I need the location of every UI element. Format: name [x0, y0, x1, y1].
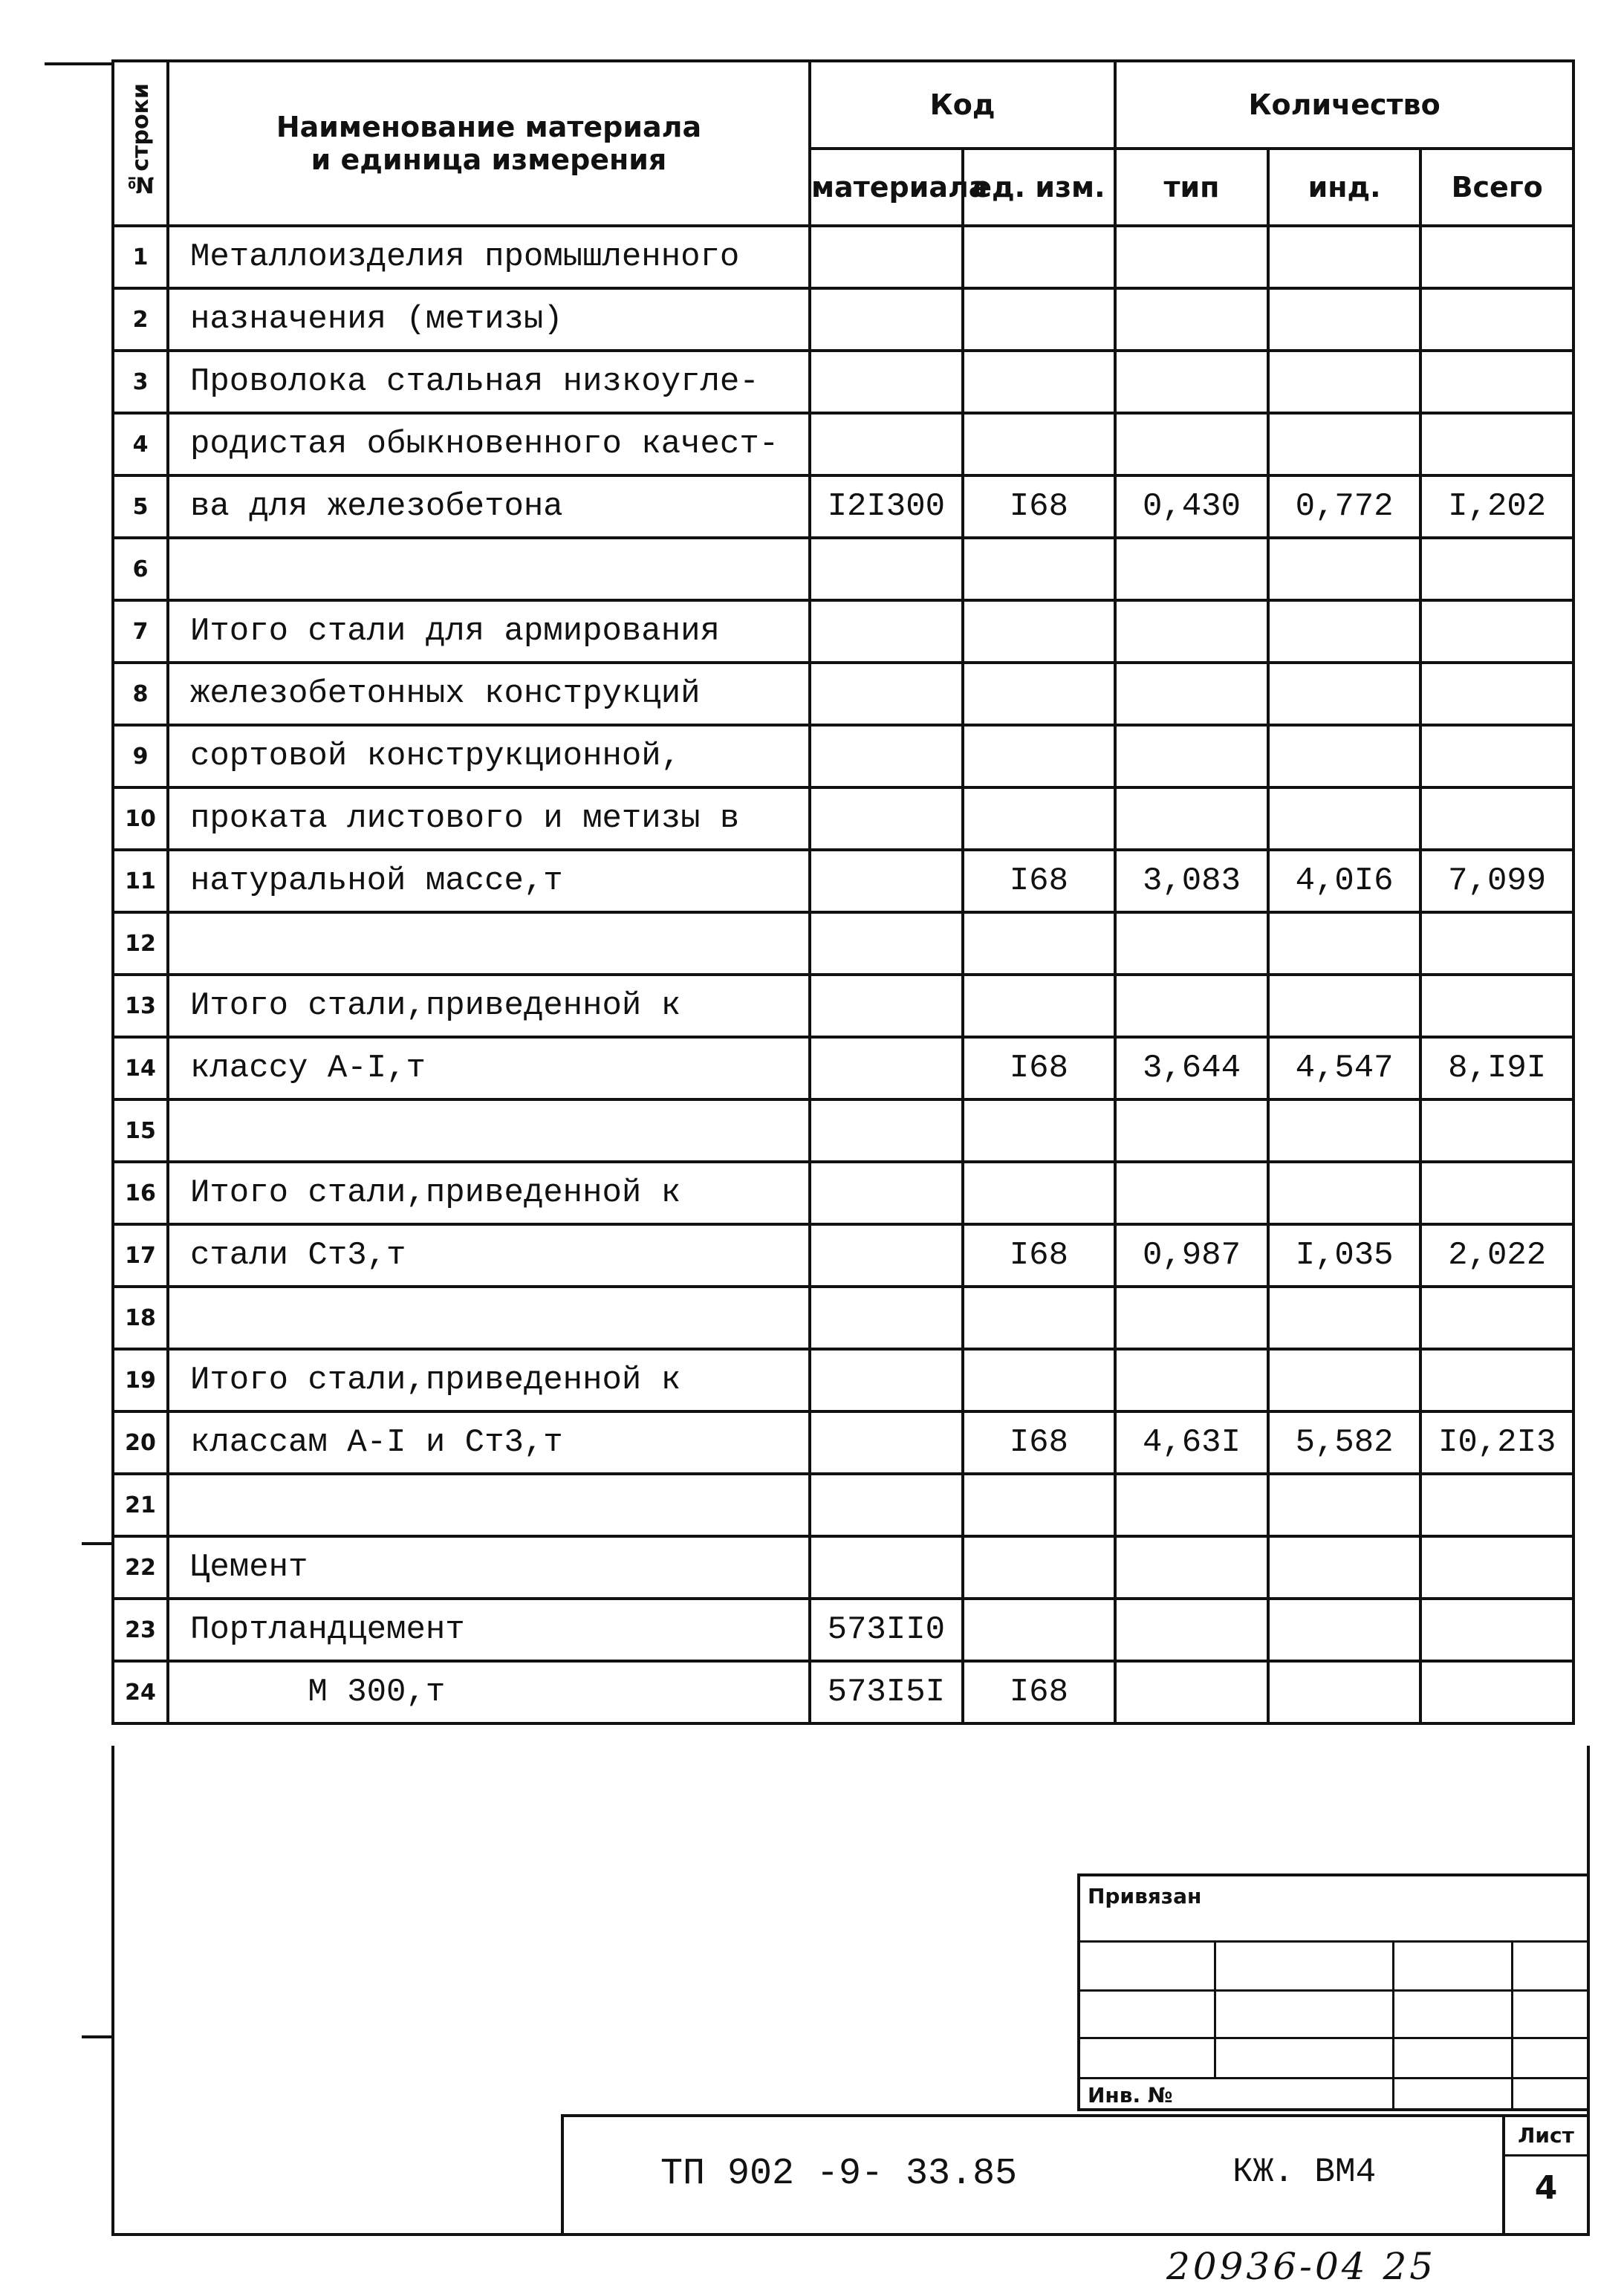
cell-qty-total [1420, 226, 1573, 288]
cell-unit-code [963, 351, 1116, 413]
table-row [113, 1599, 1573, 1661]
cell-qty-type [1115, 1287, 1268, 1349]
cell-qty-total [1420, 1536, 1573, 1599]
cell-qty-total [1420, 975, 1573, 1037]
cell-qty-total: 7,099 [1420, 850, 1573, 912]
cell-material-name: Итого стали,приведенной к [168, 1162, 810, 1224]
cell-qty-type: 3,083 [1115, 850, 1268, 912]
table-row [113, 1099, 1573, 1162]
cell-unit-code [963, 975, 1116, 1037]
cell-row-number: 3 [113, 351, 168, 413]
table-row [113, 226, 1573, 288]
cell-qty-ind: 0,772 [1268, 475, 1421, 538]
cell-material-code [810, 663, 963, 725]
cell-qty-type: 0,430 [1115, 475, 1268, 538]
cell-qty-type [1115, 1349, 1268, 1411]
cell-qty-type [1115, 663, 1268, 725]
header-name-line1: Наименование материала [276, 111, 702, 143]
cell-qty-type [1115, 1536, 1268, 1599]
table-row [113, 413, 1573, 475]
stamp-bound-label: Привязан [1088, 1884, 1202, 1908]
cell-qty-type [1115, 538, 1268, 600]
cell-qty-type [1115, 787, 1268, 850]
cell-row-number: 17 [113, 1224, 168, 1287]
cell-unit-code: I68 [963, 1411, 1116, 1474]
cell-unit-code [963, 538, 1116, 600]
stamp-divider [1511, 1940, 1513, 2111]
header-row-number [113, 61, 168, 226]
cell-unit-code [963, 600, 1116, 663]
table-row [113, 1287, 1573, 1349]
cell-row-number: 8 [113, 663, 168, 725]
cell-qty-total [1420, 912, 1573, 975]
cell-material-name: натуральной массе,т [168, 850, 810, 912]
cell-material-code [810, 1162, 963, 1224]
cell-row-number: 11 [113, 850, 168, 912]
cell-qty-total [1420, 1599, 1573, 1661]
cell-material-name: родистая обыкновенного качест- [168, 413, 810, 475]
cell-row-number: 7 [113, 600, 168, 663]
header-qty-total: Всего [1420, 149, 1573, 226]
cell-material-name: железобетонных конструкций [168, 663, 810, 725]
cell-qty-total [1420, 600, 1573, 663]
cell-row-number: 1 [113, 226, 168, 288]
cell-row-number: 14 [113, 1037, 168, 1099]
cell-material-code [810, 850, 963, 912]
table-row [113, 1661, 1573, 1723]
cell-unit-code: I68 [963, 1037, 1116, 1099]
stamp-divider [1214, 1940, 1216, 2077]
cell-material-name: классам А-I и Ст3,т [168, 1411, 810, 1474]
cell-material-name: ва для железобетона [168, 475, 810, 538]
cell-material-name: сортовой конструкционной, [168, 725, 810, 787]
cell-material-name: Проволока стальная низкоугле- [168, 351, 810, 413]
cell-unit-code: I68 [963, 1661, 1116, 1723]
cell-material-name: Итого стали,приведенной к [168, 975, 810, 1037]
header-code-material: материала [810, 149, 963, 226]
cell-row-number: 2 [113, 288, 168, 351]
table-row [113, 1411, 1573, 1474]
cell-qty-type [1115, 226, 1268, 288]
cell-qty-total [1420, 1661, 1573, 1723]
document-code: ТП 902 -9- 33.85 [660, 2153, 1018, 2195]
cell-qty-total [1420, 413, 1573, 475]
cell-qty-type [1115, 912, 1268, 975]
cell-qty-type: 3,644 [1115, 1037, 1268, 1099]
cell-qty-total [1420, 1287, 1573, 1349]
table-row [113, 351, 1573, 413]
margin-tick-lower [82, 2035, 111, 2038]
cell-row-number: 12 [113, 912, 168, 975]
table-row [113, 912, 1573, 975]
cell-material-name [168, 538, 810, 600]
cell-material-code [810, 226, 963, 288]
cell-qty-total: 8,I9I [1420, 1037, 1573, 1099]
cell-material-code [810, 725, 963, 787]
cell-qty-total [1420, 663, 1573, 725]
cell-material-code [810, 1411, 963, 1474]
cell-unit-code [963, 1099, 1116, 1162]
cell-unit-code [963, 413, 1116, 475]
cell-material-code: I2I300 [810, 475, 963, 538]
cell-qty-total [1420, 1474, 1573, 1536]
cell-qty-ind [1268, 226, 1421, 288]
table-row [113, 1474, 1573, 1536]
cell-row-number: 4 [113, 413, 168, 475]
table-row [113, 288, 1573, 351]
cell-unit-code [963, 226, 1116, 288]
cell-material-name [168, 912, 810, 975]
cell-qty-ind [1268, 912, 1421, 975]
cell-qty-total [1420, 288, 1573, 351]
cell-qty-total [1420, 1099, 1573, 1162]
cell-qty-ind [1268, 1474, 1421, 1536]
cell-material-code [810, 1536, 963, 1599]
header-quantity-group: Количество [1115, 61, 1573, 149]
sheet-label: Лист [1518, 2123, 1574, 2148]
cell-unit-code [963, 1474, 1116, 1536]
handwritten-archive-number: 20936-04 25 [1166, 2245, 1437, 2288]
sheet-number: 4 [1534, 2169, 1558, 2207]
cell-qty-ind [1268, 725, 1421, 787]
cell-material-code [810, 538, 963, 600]
cell-qty-ind [1268, 288, 1421, 351]
cell-qty-total: I0,2I3 [1420, 1411, 1573, 1474]
cell-row-number: 23 [113, 1599, 168, 1661]
cell-material-code [810, 1099, 963, 1162]
cell-unit-code [963, 663, 1116, 725]
header-material-name [168, 61, 810, 226]
cell-material-code [810, 787, 963, 850]
title-block [561, 2114, 1590, 2236]
cell-qty-ind [1268, 787, 1421, 850]
cell-row-number: 22 [113, 1536, 168, 1599]
cell-material-name [168, 1287, 810, 1349]
header-row-number-label: №строки [127, 82, 154, 198]
cell-qty-total [1420, 1349, 1573, 1411]
cell-material-code [810, 351, 963, 413]
table-row [113, 1162, 1573, 1224]
header-code-group: Код [810, 61, 1115, 149]
cell-qty-type [1115, 288, 1268, 351]
cell-material-name: стали Ст3,т [168, 1224, 810, 1287]
cell-qty-type: 0,987 [1115, 1224, 1268, 1287]
cell-unit-code [963, 1287, 1116, 1349]
cell-material-name [168, 1099, 810, 1162]
cell-unit-code: I68 [963, 1224, 1116, 1287]
table-row [113, 1037, 1573, 1099]
cell-qty-total [1420, 351, 1573, 413]
cell-qty-ind [1268, 663, 1421, 725]
cell-qty-type: 4,63I [1115, 1411, 1268, 1474]
cell-material-code [810, 912, 963, 975]
cell-material-name: Итого стали для армирования [168, 600, 810, 663]
cell-material-code [810, 1287, 963, 1349]
cell-qty-type [1115, 1099, 1268, 1162]
cell-material-name: проката листового и метизы в [168, 787, 810, 850]
cell-row-number: 24 [113, 1661, 168, 1723]
cell-material-name [168, 1474, 810, 1536]
cell-qty-ind: 4,0I6 [1268, 850, 1421, 912]
stamp-inv-label: Инв. № [1088, 2083, 1173, 2107]
header-name-line2: и единица измерения [311, 143, 667, 176]
cell-unit-code: I68 [963, 475, 1116, 538]
cell-row-number: 15 [113, 1099, 168, 1162]
cell-row-number: 9 [113, 725, 168, 787]
cell-unit-code [963, 912, 1116, 975]
cell-qty-type [1115, 1661, 1268, 1723]
cell-material-code [810, 413, 963, 475]
cell-qty-ind [1268, 1287, 1421, 1349]
cell-qty-ind [1268, 1162, 1421, 1224]
cell-qty-total [1420, 538, 1573, 600]
cell-row-number: 16 [113, 1162, 168, 1224]
cell-row-number: 21 [113, 1474, 168, 1536]
cell-qty-ind [1268, 1536, 1421, 1599]
cell-row-number: 18 [113, 1287, 168, 1349]
cell-qty-total [1420, 725, 1573, 787]
cell-row-number: 13 [113, 975, 168, 1037]
cell-qty-ind [1268, 1599, 1421, 1661]
cell-material-code [810, 600, 963, 663]
table-row [113, 538, 1573, 600]
cell-material-code [810, 1037, 963, 1099]
cell-qty-ind: I,035 [1268, 1224, 1421, 1287]
cell-row-number: 5 [113, 475, 168, 538]
cell-material-name: классу А-I,т [168, 1037, 810, 1099]
margin-tick-top [45, 62, 111, 65]
cell-qty-total: I,202 [1420, 475, 1573, 538]
cell-qty-type [1115, 975, 1268, 1037]
cell-row-number: 6 [113, 538, 168, 600]
cell-unit-code [963, 725, 1116, 787]
header-qty-ind: инд. [1268, 149, 1421, 226]
cell-row-number: 10 [113, 787, 168, 850]
cell-row-number: 19 [113, 1349, 168, 1411]
cell-qty-type [1115, 1474, 1268, 1536]
table-row [113, 975, 1573, 1037]
margin-tick-middle [82, 1542, 111, 1545]
cell-qty-ind [1268, 1099, 1421, 1162]
cell-qty-ind: 5,582 [1268, 1411, 1421, 1474]
cell-qty-total [1420, 787, 1573, 850]
cell-qty-ind [1268, 413, 1421, 475]
cell-material-name: назначения (метизы) [168, 288, 810, 351]
table-row [113, 1349, 1573, 1411]
table-row [113, 787, 1573, 850]
cell-qty-type [1115, 1599, 1268, 1661]
cell-qty-type [1115, 600, 1268, 663]
table-row [113, 1224, 1573, 1287]
cell-unit-code [963, 1536, 1116, 1599]
header-qty-type: тип [1115, 149, 1268, 226]
cell-unit-code [963, 288, 1116, 351]
cell-qty-type [1115, 1162, 1268, 1224]
cell-qty-ind [1268, 351, 1421, 413]
cell-material-code [810, 288, 963, 351]
stamp-divider [1392, 1940, 1394, 2111]
cell-qty-type [1115, 725, 1268, 787]
cell-qty-ind [1268, 538, 1421, 600]
cell-row-number: 20 [113, 1411, 168, 1474]
table-row [113, 600, 1573, 663]
frame-left-line [111, 1746, 114, 2236]
cell-material-code: 573II0 [810, 1599, 963, 1661]
cell-qty-ind: 4,547 [1268, 1037, 1421, 1099]
cell-material-code [810, 1349, 963, 1411]
cell-material-name: Итого стали,приведенной к [168, 1349, 810, 1411]
cell-unit-code [963, 787, 1116, 850]
cell-qty-type [1115, 413, 1268, 475]
table-row [113, 850, 1573, 912]
cell-material-code [810, 975, 963, 1037]
sheet-box-divider [1505, 2154, 1587, 2157]
table-row [113, 663, 1573, 725]
sheet-number-box [1502, 2117, 1587, 2233]
document-mark: КЖ. ВМ4 [1232, 2153, 1377, 2191]
cell-material-name: Металлоизделия промышленного [168, 226, 810, 288]
table-row [113, 475, 1573, 538]
materials-table [111, 59, 1575, 1725]
cell-qty-ind [1268, 1661, 1421, 1723]
cell-qty-ind [1268, 975, 1421, 1037]
table-row [113, 1536, 1573, 1599]
cell-qty-ind [1268, 1349, 1421, 1411]
cell-material-code [810, 1474, 963, 1536]
header-code-unit: ед. изм. [963, 149, 1116, 226]
cell-material-name: М 300,т [168, 1661, 810, 1723]
cell-qty-total: 2,022 [1420, 1224, 1573, 1287]
cell-material-name: Цемент [168, 1536, 810, 1599]
cell-unit-code: I68 [963, 850, 1116, 912]
cell-unit-code [963, 1162, 1116, 1224]
cell-unit-code [963, 1349, 1116, 1411]
cell-qty-total [1420, 1162, 1573, 1224]
cell-unit-code [963, 1599, 1116, 1661]
cell-qty-ind [1268, 600, 1421, 663]
cell-material-code: 573I5I [810, 1661, 963, 1723]
cell-material-name: Портландцемент [168, 1599, 810, 1661]
materials-table-body [113, 226, 1573, 1723]
table-row [113, 725, 1573, 787]
binding-stamp [1077, 1873, 1590, 2111]
cell-qty-type [1115, 351, 1268, 413]
cell-material-code [810, 1224, 963, 1287]
